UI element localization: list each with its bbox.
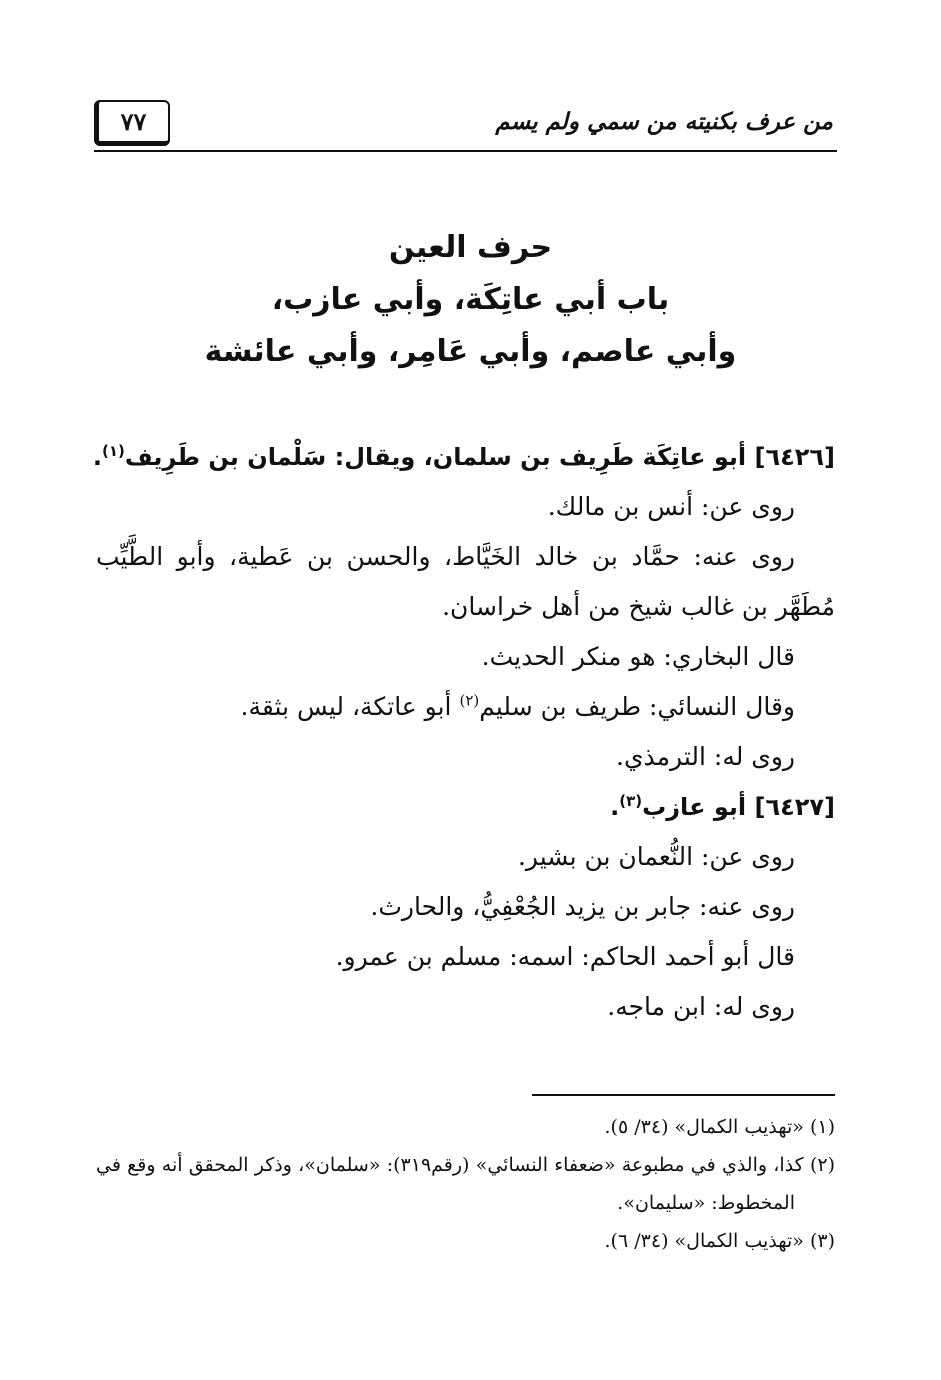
entry-heading-text: [٦٤٢٧] أبو عازب	[642, 793, 835, 821]
narrated-from: روى عن: أنس بن مالك.	[547, 492, 795, 521]
nasai-statement-text: وقال النسائي: طريف بن سليم	[479, 692, 795, 721]
chapter-title-line-2: وأبي عاصم، وأبي عَامِر، وأبي عائشة	[204, 334, 737, 369]
entry-heading-text: [٦٤٢٦] أبو عاتِكَة طَرِيف بن سلمان، ويقال: سَلْمان بن طَرِيف	[124, 443, 835, 471]
chapter-title-line-1: باب أبي عاتِكَة، وأبي عازب،	[271, 282, 670, 317]
page-number: ٧٧	[120, 107, 147, 136]
footnote-ref-1: (١)	[101, 442, 125, 460]
footnote-1: (١) «تهذيب الكمال» (٣٤/ ٥).	[604, 1116, 835, 1138]
page-number-box	[94, 100, 170, 146]
footnote-2-line-1: (٢) كذا، والذي في مطبوعة «ضعفاء النسائي» (رقم٣١٩): «سلمان»، وذكر المحقق أنه وقع في	[96, 1154, 835, 1176]
footnote-separator	[532, 1094, 835, 1096]
narrated-from: روى عن: النُّعمان بن بشير.	[517, 842, 795, 871]
narrated-by: روى له: ابن ماجه.	[607, 992, 795, 1021]
entry-heading-6426	[92, 432, 835, 482]
nasai-statement-end: أبو عاتكة، ليس بثقة.	[240, 692, 460, 721]
narrated-by: روى له: الترمذي.	[616, 742, 795, 771]
letter-title: حرف العين	[388, 230, 553, 265]
footnote-ref-3: (٣)	[619, 792, 643, 810]
main-text	[92, 432, 835, 1032]
entry-heading-end: .	[92, 443, 102, 471]
footnote-2-line-2: المخطوط: «سليمان».	[617, 1192, 795, 1214]
chapter-titles	[100, 222, 841, 378]
narrators-from-him: روى عنه: جابر بن يزيد الجُعْفِيُّ، والحارث.	[370, 892, 795, 921]
nasai-statement	[96, 682, 835, 732]
footnote-3: (٣) «تهذيب الكمال» (٣٤/ ٦).	[604, 1230, 835, 1252]
hakim-statement: قال أبو أحمد الحاكم: اسمه: مسلم بن عمرو.	[335, 942, 795, 971]
footnotes	[96, 1108, 835, 1260]
narrators-from-him-line-2: مُطَهَّر بن غالب شيخ من أهل خراسان.	[442, 592, 835, 621]
bukhari-statement: قال البخاري: هو منكر الحديث.	[481, 642, 795, 671]
footnote-ref-2: (٢)	[459, 691, 480, 710]
header-rule	[94, 150, 837, 152]
entry-heading-end: .	[610, 793, 620, 821]
running-title: من عرف بكنيته من سمي ولم يسم	[495, 108, 833, 135]
entry-heading-6427	[96, 782, 835, 832]
narrators-from-him-line-1: روى عنه: حمَّاد بن خالد الخَيَّاط، والحسن بن عَطية، وأبو الطَّيِّب	[96, 542, 795, 571]
